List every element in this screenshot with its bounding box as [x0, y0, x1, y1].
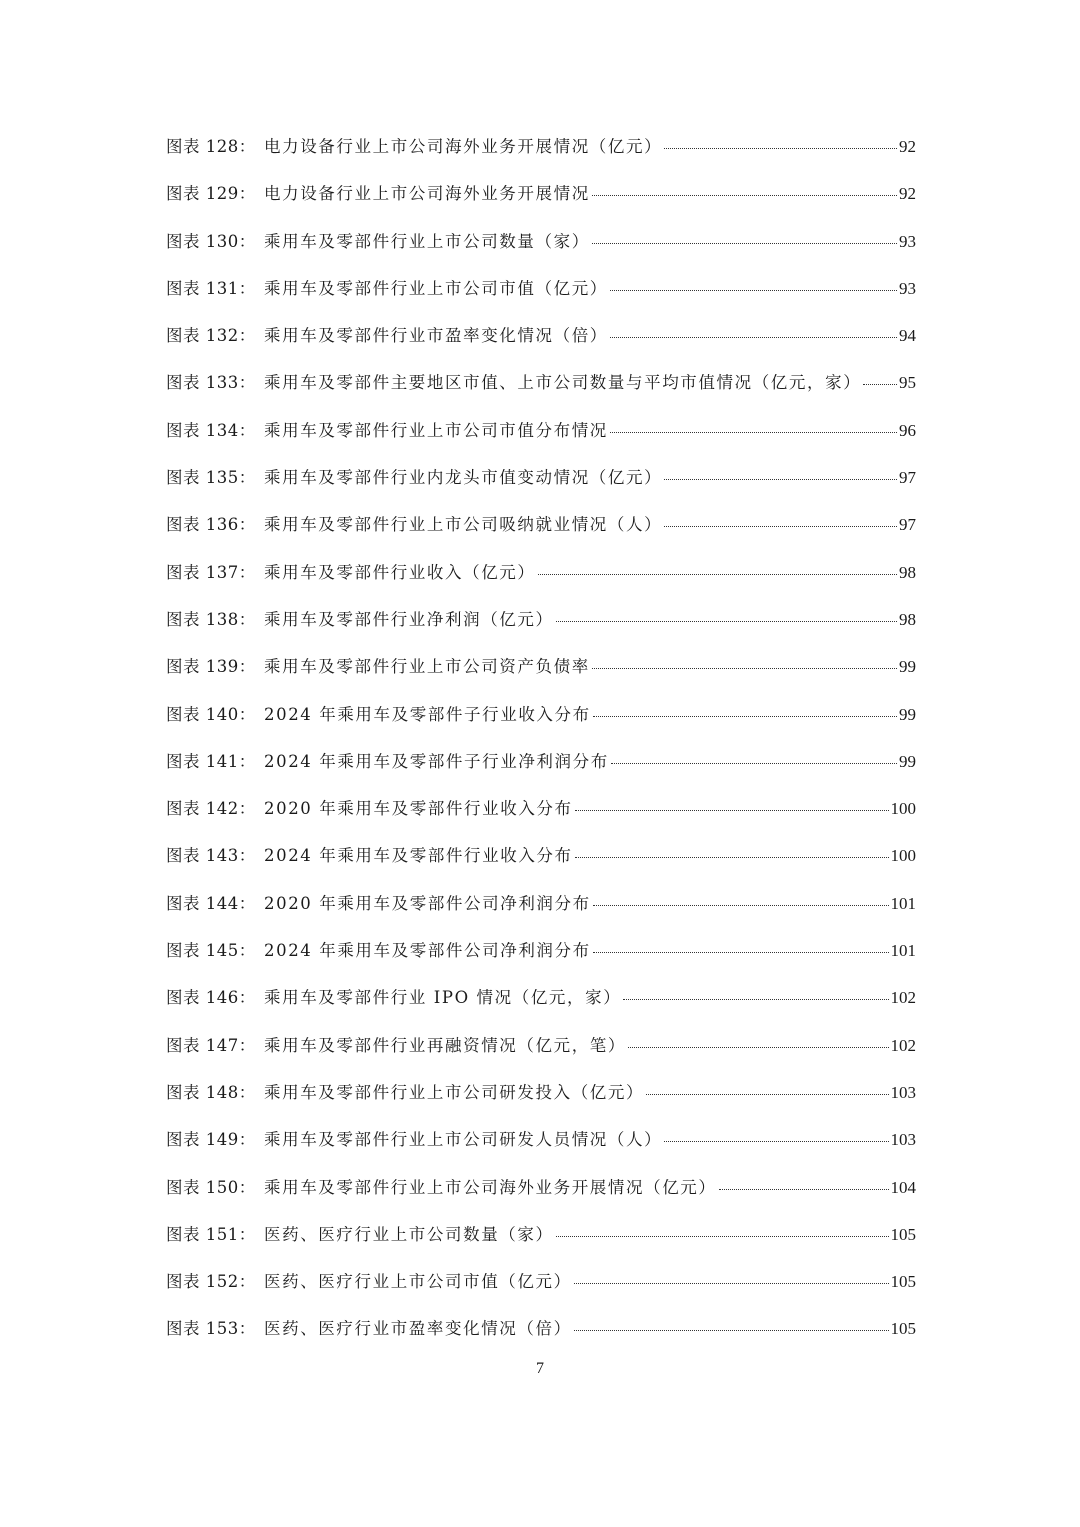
toc-entry-label: 图表 151：	[166, 1224, 256, 1244]
toc-dot-leader	[593, 904, 889, 906]
toc-entry[interactable]	[166, 927, 916, 974]
toc-entry-label: 图表 146：	[166, 988, 256, 1008]
toc-entry-label: 图表 131：	[166, 278, 256, 298]
page-number: 7	[536, 1360, 544, 1377]
toc-entry-title: 2024 年乘用车及零部件子行业净利润分布	[264, 751, 609, 771]
toc-entry-label: 图表 150：	[166, 1177, 256, 1197]
toc-entry-label: 图表 138：	[166, 609, 256, 629]
toc-entry-title: 乘用车及零部件行业市盈率变化情况（倍）	[264, 326, 608, 346]
toc-entry[interactable]	[166, 407, 916, 454]
toc-dot-leader	[593, 951, 889, 953]
toc-entry-label: 图表 152：	[166, 1272, 256, 1292]
toc-entry-page: 94	[899, 326, 916, 346]
toc-entry-title: 2024 年乘用车及零部件子行业收入分布	[264, 704, 591, 724]
toc-dot-leader	[664, 525, 897, 527]
toc-entry-page: 92	[899, 184, 916, 204]
toc-entry-page: 97	[899, 468, 916, 488]
toc-entry-label: 图表 141：	[166, 751, 256, 771]
toc-entry[interactable]	[166, 501, 916, 548]
toc-entry[interactable]	[166, 1258, 916, 1305]
toc-entry-title: 乘用车及零部件行业 IPO 情况（亿元，家）	[264, 988, 622, 1008]
toc-entry-label: 图表 148：	[166, 1082, 256, 1102]
toc-entry[interactable]	[166, 832, 916, 879]
toc-entry-page: 95	[899, 373, 916, 393]
toc-entry-page: 97	[899, 515, 916, 535]
toc-entry[interactable]	[166, 312, 916, 359]
toc-entry[interactable]	[166, 1164, 916, 1211]
toc-entry-title: 乘用车及零部件行业上市公司研发投入（亿元）	[264, 1082, 645, 1102]
toc-entry-title: 乘用车及零部件主要地区市值、上市公司数量与平均市值情况（亿元，家）	[264, 373, 862, 393]
toc-entry-page: 105	[890, 1319, 916, 1339]
toc-entry[interactable]	[166, 218, 916, 265]
toc-entry-page: 100	[890, 846, 916, 866]
toc-entry-title: 乘用车及零部件行业上市公司市值（亿元）	[264, 278, 608, 298]
toc-dot-leader	[593, 715, 897, 717]
toc-entry[interactable]	[166, 691, 916, 738]
toc-dot-leader	[575, 856, 889, 858]
toc-entry-page: 93	[899, 278, 916, 298]
toc-entry-title: 乘用车及零部件行业上市公司资产负债率	[264, 657, 590, 677]
toc-entry-page: 96	[899, 420, 916, 440]
toc-entry[interactable]	[166, 738, 916, 785]
toc-entry-title: 乘用车及零部件行业上市公司研发人员情况（人）	[264, 1130, 663, 1150]
toc-entry[interactable]	[166, 1211, 916, 1258]
toc-entry-title: 乘用车及零部件行业上市公司市值分布情况	[264, 420, 608, 440]
toc-entry[interactable]	[166, 454, 916, 501]
toc-entry-page: 99	[899, 657, 916, 677]
toc-entry-title: 2020 年乘用车及零部件公司净利润分布	[264, 893, 591, 913]
toc-entry[interactable]	[166, 1305, 916, 1352]
toc-entry-label: 图表 129：	[166, 184, 256, 204]
toc-entry-page: 103	[890, 1082, 916, 1102]
toc-entry-title: 2024 年乘用车及零部件行业收入分布	[264, 846, 573, 866]
toc-dot-leader	[538, 573, 898, 575]
toc-entry[interactable]	[166, 785, 916, 832]
toc-entry-label: 图表 149：	[166, 1130, 256, 1150]
toc-entry-title: 乘用车及零部件行业收入（亿元）	[264, 562, 536, 582]
toc-entry[interactable]	[166, 880, 916, 927]
toc-dot-leader	[664, 1140, 888, 1142]
toc-dot-leader	[592, 667, 897, 669]
toc-entry-title: 乘用车及零部件行业上市公司吸纳就业情况（人）	[264, 515, 663, 535]
toc-entry-label: 图表 144：	[166, 893, 256, 913]
toc-dot-leader	[574, 1282, 889, 1284]
toc-entry[interactable]	[166, 1069, 916, 1116]
toc-entry-label: 图表 142：	[166, 799, 256, 819]
toc-dot-leader	[664, 147, 897, 149]
toc-entry-label: 图表 153：	[166, 1319, 256, 1339]
toc-entry-label: 图表 136：	[166, 515, 256, 535]
toc-entry-title: 2024 年乘用车及零部件公司净利润分布	[264, 941, 591, 961]
toc-entry[interactable]	[166, 265, 916, 312]
toc-entry-title: 乘用车及零部件行业上市公司数量（家）	[264, 231, 590, 251]
toc-entry[interactable]	[166, 549, 916, 596]
toc-entry-label: 图表 130：	[166, 231, 256, 251]
toc-dot-leader	[628, 1046, 889, 1048]
toc-entry[interactable]	[166, 974, 916, 1021]
toc-entry-title: 电力设备行业上市公司海外业务开展情况（亿元）	[264, 137, 663, 156]
toc-entry-label: 图表 134：	[166, 420, 256, 440]
toc-entry-page: 105	[890, 1224, 916, 1244]
toc-entry-page: 100	[890, 799, 916, 819]
toc-entry[interactable]	[166, 1022, 916, 1069]
toc-entry-page: 102	[890, 988, 916, 1008]
toc-entry-label: 图表 147：	[166, 1035, 256, 1055]
toc-entry-page: 98	[899, 562, 916, 582]
toc-dot-leader	[610, 431, 897, 433]
toc-entry-page: 101	[890, 941, 916, 961]
toc-entry-label: 图表 132：	[166, 326, 256, 346]
toc-entry-page: 99	[899, 751, 916, 771]
toc-entry-label: 图表 133：	[166, 373, 256, 393]
toc-entry-title: 医药、医疗行业上市公司数量（家）	[264, 1224, 554, 1244]
toc-entry-page: 104	[890, 1177, 916, 1197]
toc-entry-title: 医药、医疗行业市盈率变化情况（倍）	[264, 1319, 572, 1339]
toc-entry-label: 图表 135：	[166, 468, 256, 488]
toc-entry-label: 图表 140：	[166, 704, 256, 724]
toc-entry-title: 乘用车及零部件行业再融资情况（亿元，笔）	[264, 1035, 626, 1055]
toc-entry-page: 102	[890, 1035, 916, 1055]
toc-entry-label: 图表 139：	[166, 657, 256, 677]
toc-entry-title: 电力设备行业上市公司海外业务开展情况	[264, 184, 590, 204]
toc-dot-leader	[556, 620, 897, 622]
toc-entry-page: 105	[890, 1272, 916, 1292]
toc-entry-page: 101	[890, 893, 916, 913]
toc-entry-label: 图表 137：	[166, 562, 256, 582]
toc-dot-leader	[592, 242, 897, 244]
toc-entry-title: 乘用车及零部件行业内龙头市值变动情况（亿元）	[264, 468, 663, 488]
toc-entry[interactable]	[166, 359, 916, 406]
toc-entry-page: 99	[899, 704, 916, 724]
toc-dot-leader	[664, 478, 897, 480]
toc-entry[interactable]	[166, 643, 916, 690]
toc-entry[interactable]	[166, 170, 916, 217]
toc-entry[interactable]	[166, 123, 916, 170]
toc-dot-leader	[574, 1329, 889, 1331]
toc-entry-title: 乘用车及零部件行业上市公司海外业务开展情况（亿元）	[264, 1177, 717, 1197]
toc-entry-title: 乘用车及零部件行业净利润（亿元）	[264, 609, 554, 629]
table-of-figures	[166, 123, 916, 1353]
toc-entry[interactable]	[166, 596, 916, 643]
toc-entry-title: 2020 年乘用车及零部件行业收入分布	[264, 799, 573, 819]
toc-dot-leader	[556, 1235, 889, 1237]
toc-dot-leader	[719, 1188, 889, 1190]
toc-entry-label: 图表 128：	[166, 137, 256, 156]
toc-dot-leader	[863, 383, 897, 385]
toc-entry-page: 93	[899, 231, 916, 251]
toc-dot-leader	[592, 194, 897, 196]
toc-dot-leader	[575, 809, 889, 811]
toc-entry-title: 医药、医疗行业上市公司市值（亿元）	[264, 1272, 572, 1292]
toc-entry-label: 图表 143：	[166, 846, 256, 866]
toc-dot-leader	[610, 336, 897, 338]
toc-entry[interactable]	[166, 1116, 916, 1163]
toc-entry-page: 92	[899, 137, 916, 156]
toc-dot-leader	[611, 762, 897, 764]
toc-dot-leader	[646, 1093, 888, 1095]
toc-entry-page: 103	[890, 1130, 916, 1150]
toc-dot-leader	[623, 998, 888, 1000]
toc-entry-page: 98	[899, 609, 916, 629]
toc-dot-leader	[610, 289, 897, 291]
toc-entry-label: 图表 145：	[166, 941, 256, 961]
